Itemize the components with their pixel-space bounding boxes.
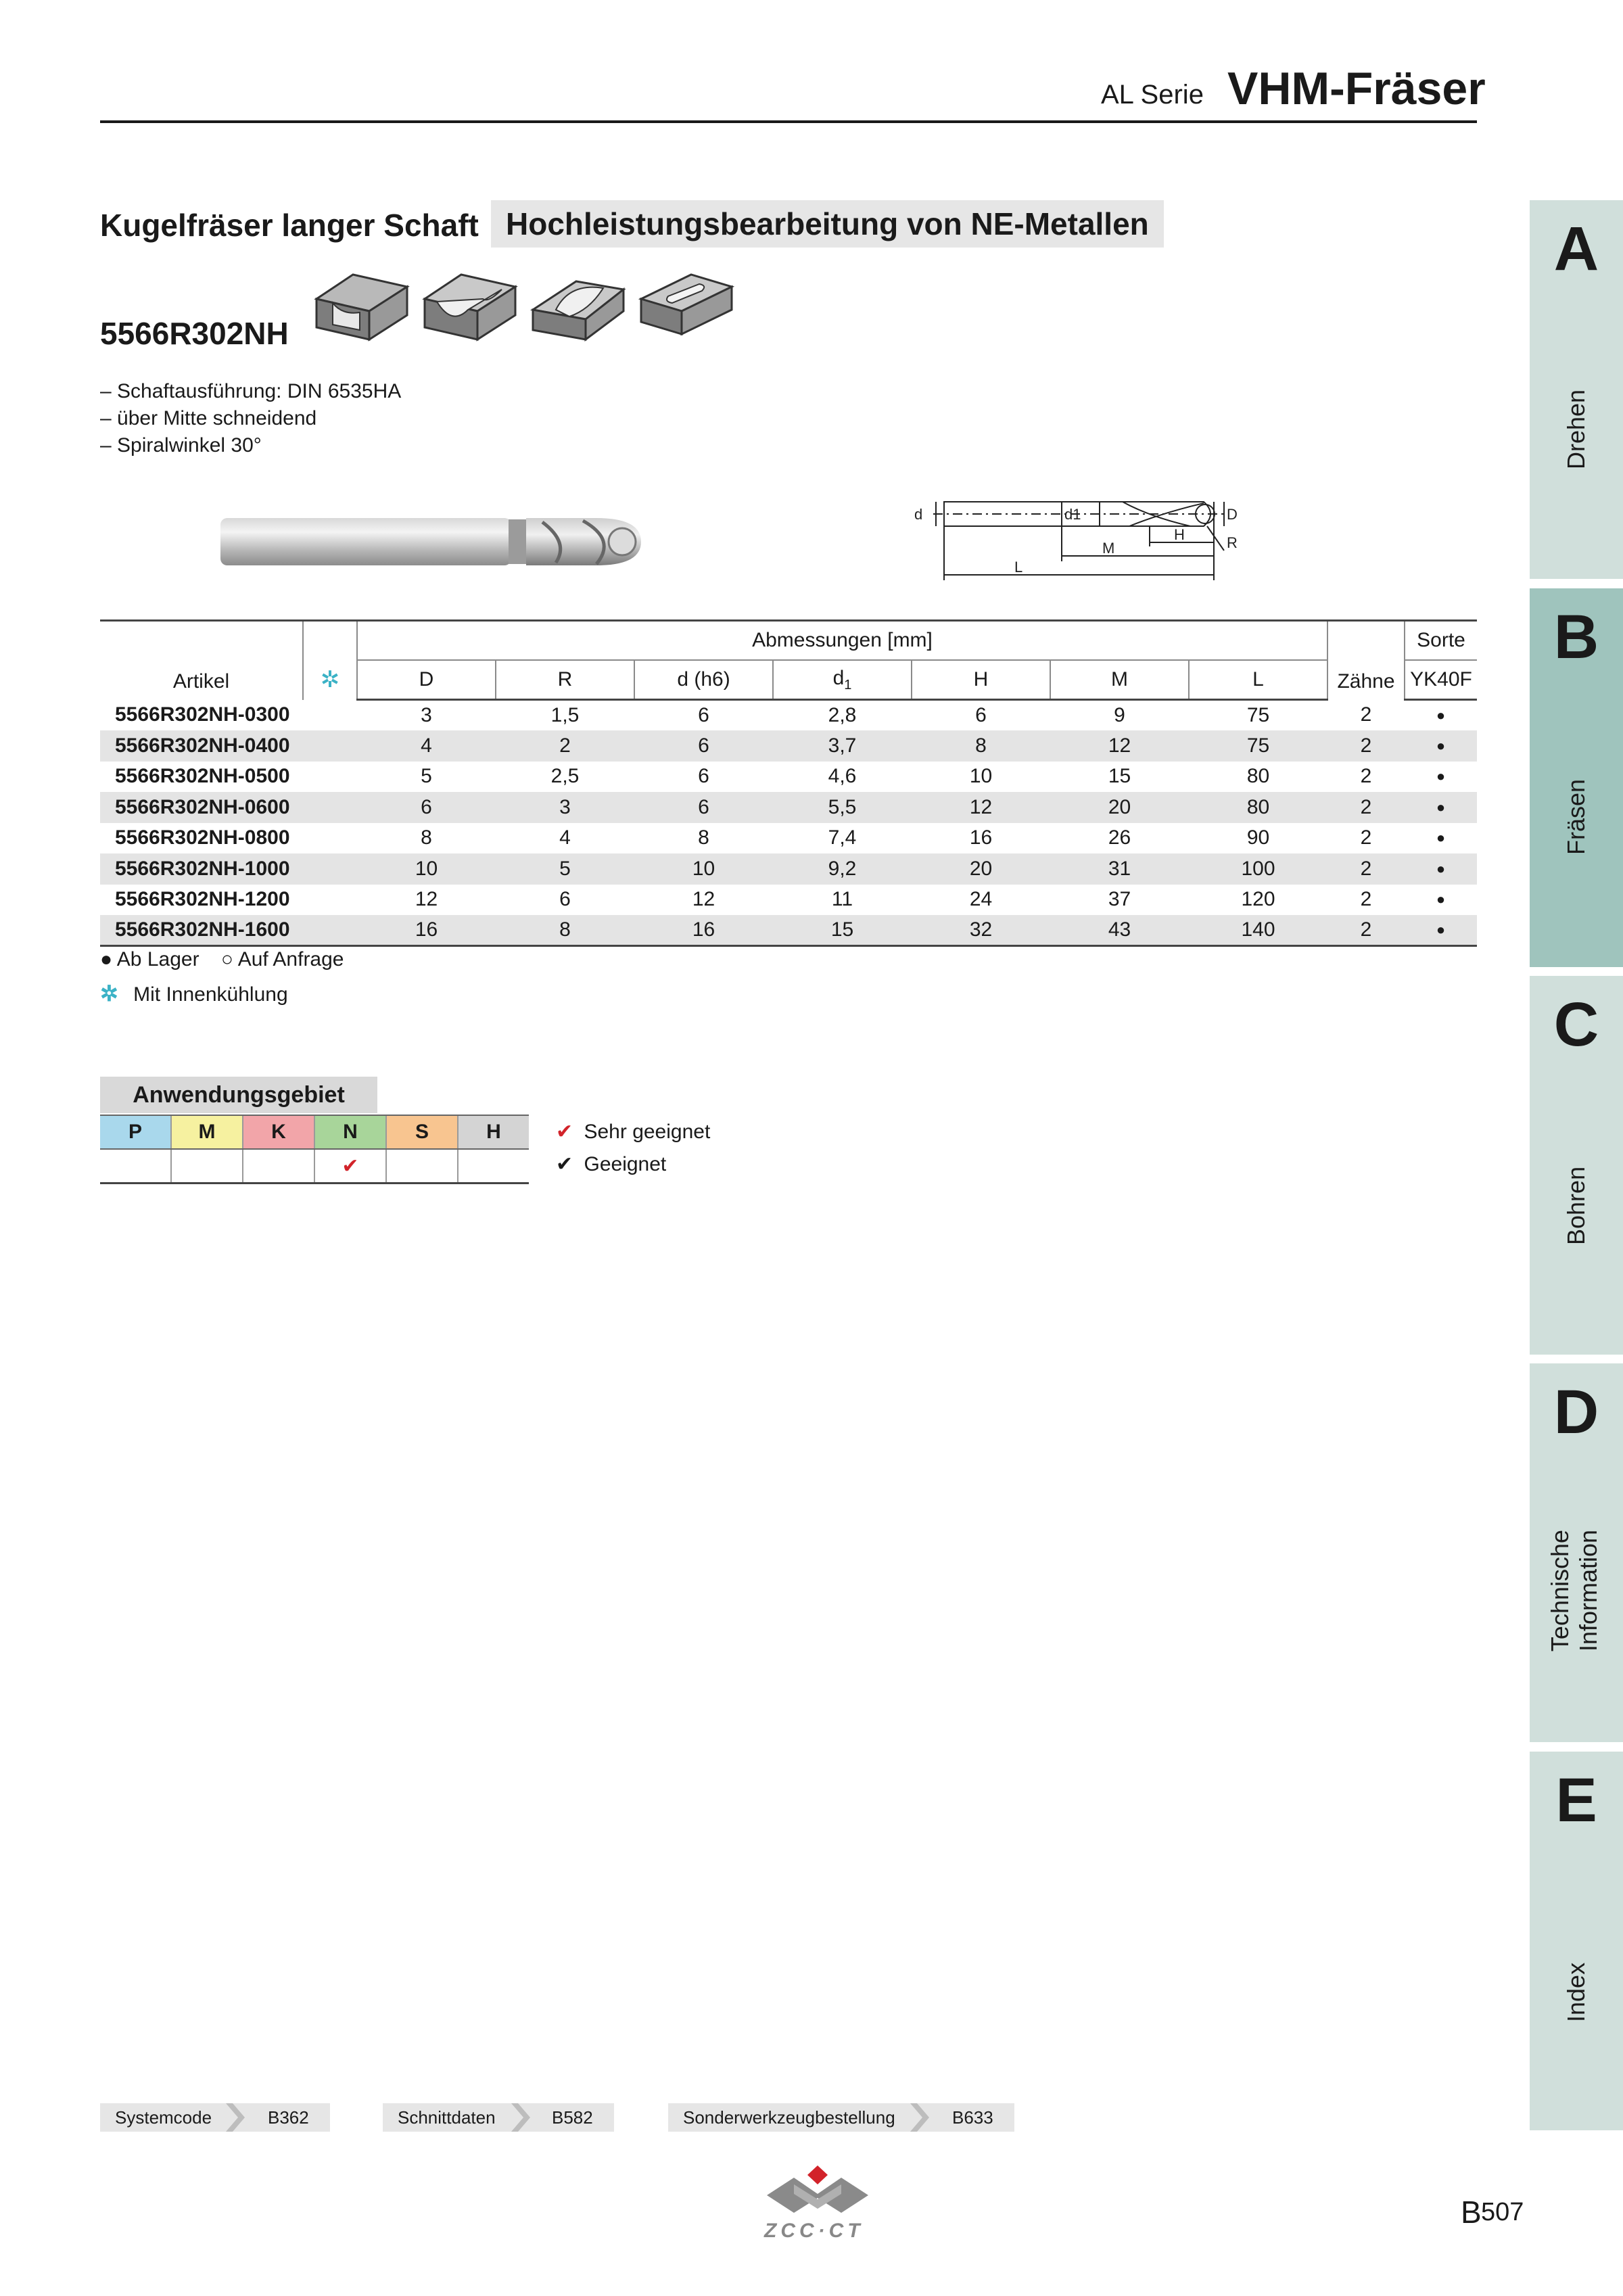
cell-H: 12 [969, 795, 993, 818]
cell-M: 37 [1108, 888, 1131, 911]
cell-d1: 4,6 [828, 765, 857, 788]
technical-drawing [906, 486, 1258, 587]
cell-coolant [303, 915, 357, 946]
tab-label: Fräsen [1562, 778, 1590, 855]
page-number: 507 [1481, 2198, 1524, 2226]
cell-d: 12 [692, 888, 715, 911]
table-row [100, 823, 1477, 854]
header-rule [100, 120, 1477, 123]
ref-label: Sonderwerkzeugbestellung [683, 2107, 895, 2128]
tab-technische-information[interactable] [1530, 1363, 1623, 1742]
cell-grade: ● [1436, 891, 1446, 908]
table-row [100, 885, 1477, 916]
page-title: VHM-Fräser [1227, 63, 1486, 114]
col-R: R [496, 660, 634, 700]
rating-p [100, 1149, 171, 1184]
cell-d1: 11 [831, 888, 853, 911]
cell-R: 4 [559, 826, 571, 849]
col-H: H [912, 660, 1050, 700]
legend-very-text: Sehr geeignet [584, 1121, 711, 1143]
cell-L: 100 [1241, 857, 1275, 880]
tab-letter: B [1553, 603, 1599, 672]
material-n: N [314, 1115, 386, 1149]
cell-M: 20 [1108, 795, 1131, 818]
radius-icon [533, 281, 624, 339]
profile-slot-icon [316, 275, 407, 339]
chevron-right-icon [511, 2103, 530, 2132]
tab-label: Drehen [1562, 389, 1590, 469]
legend-stock [100, 948, 344, 971]
feature-item: – Spiralwinkel 30° [100, 434, 262, 456]
col-d1 [773, 660, 912, 700]
cell-L: 80 [1246, 765, 1270, 788]
cell-L: 75 [1246, 734, 1270, 757]
check-icon: ✔ [556, 1153, 573, 1175]
page-letter: B [1461, 2195, 1482, 2230]
workpiece-icons [312, 269, 738, 348]
cell-H: 20 [969, 857, 993, 880]
cell-d1: 2,8 [828, 704, 857, 726]
rating-n: ✔ [314, 1149, 386, 1184]
ref-value: B633 [952, 2107, 993, 2128]
cell-D: 3 [421, 704, 432, 726]
cell-d: 6 [698, 795, 709, 818]
material-p: P [100, 1115, 171, 1149]
group-dimensions: Abmessungen [mm] [357, 621, 1327, 661]
cell-artikel: 5566R302NH-0400 [115, 734, 290, 757]
legend-coolant [100, 981, 288, 1006]
cell-d: 6 [698, 704, 709, 726]
cell-D: 12 [415, 888, 438, 911]
table-row [100, 730, 1477, 762]
tab-letter: A [1553, 214, 1599, 283]
cell-zaehne: 2 [1360, 918, 1372, 941]
cell-H: 32 [969, 918, 993, 941]
cell-d1: 15 [830, 918, 854, 941]
tab-label: Index [1562, 1962, 1590, 2022]
col-zaehne: Zähne [1327, 621, 1405, 700]
series-label: AL Serie [1101, 80, 1204, 110]
product-code: 5566R302NH [100, 316, 289, 351]
cell-d: 6 [698, 765, 709, 788]
cell-grade: ● [1436, 860, 1446, 877]
coolant-icon: ✲ [100, 981, 118, 1006]
col-d: d (h6) [634, 660, 773, 700]
cell-coolant [303, 700, 357, 731]
cell-H: 16 [969, 826, 993, 849]
feature-item: – über Mitte schneidend [100, 407, 317, 429]
cell-D: 16 [415, 918, 438, 941]
application-badge: Hochleistungsbearbeitung von NE-Metallen [491, 200, 1164, 248]
legend-suitable [556, 1152, 666, 1176]
legend-request-text: ○ Auf Anfrage [220, 948, 344, 970]
cell-D: 10 [415, 857, 438, 880]
col-artikel: Artikel [172, 670, 230, 693]
spec-table [100, 619, 1477, 947]
cell-coolant [303, 792, 357, 823]
cell-D: 6 [421, 795, 432, 818]
cell-d1: 9,2 [828, 857, 857, 880]
tab-label: Technische Information [1546, 1529, 1602, 1652]
cell-zaehne: 2 [1360, 703, 1372, 726]
legend-very-suitable [556, 1120, 710, 1144]
cell-zaehne: 2 [1360, 888, 1372, 911]
material-s: S [386, 1115, 458, 1149]
tab-label: Bohren [1562, 1166, 1590, 1245]
tab-letter: E [1555, 1766, 1597, 1835]
tab-bohren[interactable] [1530, 976, 1623, 1355]
cell-D: 5 [421, 765, 432, 788]
cell-d1: 7,4 [828, 826, 857, 849]
tab-index[interactable] [1530, 1752, 1623, 2130]
cell-M: 43 [1108, 918, 1131, 941]
cell-coolant [303, 853, 357, 885]
cell-L: 80 [1246, 795, 1270, 818]
check-red-icon: ✔ [556, 1121, 573, 1143]
cell-d: 16 [692, 918, 715, 941]
dim-H-label: H [1174, 526, 1185, 543]
cell-artikel: 5566R302NH-0500 [115, 765, 290, 788]
cell-artikel: 5566R302NH-0600 [115, 795, 290, 818]
cell-zaehne: 2 [1360, 765, 1372, 788]
col-grade: YK40F [1405, 660, 1477, 700]
cell-coolant [303, 885, 357, 916]
dim-D-label: D [1227, 506, 1238, 523]
cell-R: 5 [559, 857, 571, 880]
ref-systemcode[interactable] [100, 2103, 330, 2132]
ref-label: Systemcode [115, 2107, 212, 2128]
application-table [100, 1115, 529, 1184]
cell-coolant [303, 823, 357, 854]
cell-M: 12 [1108, 734, 1131, 757]
logo-text: ZCC·CT [764, 2220, 864, 2242]
table-row [100, 792, 1477, 823]
application-title: Anwendungsgebiet [100, 1077, 377, 1113]
material-h: H [458, 1115, 529, 1149]
col-d1-sub: 1 [844, 677, 852, 693]
groove-icon [425, 275, 515, 339]
tab-letter: C [1553, 990, 1599, 1059]
cell-R: 1,5 [550, 704, 580, 726]
cell-artikel: 5566R302NH-1000 [115, 857, 290, 880]
col-d1-main: d [832, 666, 845, 689]
material-k: K [243, 1115, 314, 1149]
dim-d-label: d [914, 506, 923, 523]
cell-zaehne: 2 [1360, 857, 1372, 880]
cell-d: 6 [698, 734, 709, 757]
cell-zaehne: 2 [1360, 826, 1372, 849]
cell-grade: ● [1436, 707, 1446, 724]
dim-L-label: L [1014, 559, 1023, 576]
ref-value: B362 [268, 2107, 309, 2128]
cell-M: 31 [1108, 857, 1131, 880]
cell-R: 2,5 [550, 765, 580, 788]
chevron-right-icon [226, 2103, 245, 2132]
cell-H: 8 [975, 734, 987, 757]
cell-H: 10 [969, 765, 993, 788]
table-row [100, 853, 1477, 885]
rating-m [171, 1149, 243, 1184]
cell-D: 8 [421, 826, 432, 849]
cell-grade: ● [1436, 921, 1446, 938]
tab-drehen[interactable] [1530, 200, 1623, 579]
tab-letter: D [1553, 1378, 1599, 1447]
cell-d: 10 [692, 857, 715, 880]
cell-coolant [303, 730, 357, 762]
company-logo [760, 2161, 875, 2218]
cell-M: 9 [1114, 704, 1125, 726]
cell-L: 75 [1246, 704, 1270, 726]
cell-d1: 3,7 [828, 734, 857, 757]
pocket-icon [641, 275, 732, 334]
cell-artikel: 5566R302NH-1600 [115, 918, 290, 941]
dim-R-label: R [1227, 534, 1238, 551]
dim-M-label: M [1102, 540, 1115, 557]
legend-stock-text: ● Ab Lager [100, 948, 199, 970]
material-m: M [171, 1115, 243, 1149]
coolant-icon: ✲ [303, 621, 357, 700]
cell-L: 90 [1246, 826, 1270, 849]
col-M: M [1050, 660, 1189, 700]
rating-k [243, 1149, 314, 1184]
cell-grade: ● [1436, 736, 1446, 754]
ref-value: B582 [552, 2107, 593, 2128]
chevron-right-icon [910, 2103, 929, 2132]
col-D: D [357, 660, 496, 700]
col-sorte: Sorte [1405, 621, 1477, 661]
legend-good-text: Geeignet [584, 1153, 667, 1175]
ref-label: Schnittdaten [398, 2107, 496, 2128]
dim-d1-label: d1 [1064, 506, 1081, 523]
cell-H: 24 [969, 888, 993, 911]
cell-R: 6 [559, 888, 571, 911]
cell-grade: ● [1436, 768, 1446, 785]
tool-photo [218, 509, 645, 575]
cell-H: 6 [975, 704, 987, 726]
col-L: L [1189, 660, 1327, 700]
rating-s [386, 1149, 458, 1184]
cell-R: 3 [559, 795, 571, 818]
cell-zaehne: 2 [1360, 734, 1372, 757]
cell-D: 4 [421, 734, 432, 757]
cell-L: 120 [1241, 888, 1275, 911]
cell-artikel: 5566R302NH-0300 [115, 703, 290, 726]
cell-d1: 5,5 [828, 795, 857, 818]
cell-zaehne: 2 [1360, 795, 1372, 818]
cell-d: 8 [698, 826, 709, 849]
table-row [100, 700, 1477, 731]
ref-sonderwerkzeugbestellung[interactable] [668, 2103, 1014, 2132]
cell-R: 8 [559, 918, 571, 941]
cell-artikel: 5566R302NH-0800 [115, 826, 290, 849]
tab-fraesen[interactable] [1530, 588, 1623, 967]
cell-grade: ● [1436, 829, 1446, 847]
cell-L: 140 [1241, 918, 1275, 941]
cell-R: 2 [559, 734, 571, 757]
ref-schnittdaten[interactable] [383, 2103, 614, 2132]
section-title: Kugelfräser langer Schaft [100, 208, 479, 243]
cell-coolant [303, 762, 357, 793]
table-row [100, 915, 1477, 946]
cell-grade: ● [1436, 798, 1446, 816]
feature-item: – Schaftausführung: DIN 6535HA [100, 380, 402, 402]
legend-coolant-text: Mit Innenkühlung [133, 983, 288, 1006]
cell-M: 26 [1108, 826, 1131, 849]
table-row [100, 762, 1477, 793]
cell-M: 15 [1108, 765, 1131, 788]
rating-h [458, 1149, 529, 1184]
cell-artikel: 5566R302NH-1200 [115, 888, 290, 911]
